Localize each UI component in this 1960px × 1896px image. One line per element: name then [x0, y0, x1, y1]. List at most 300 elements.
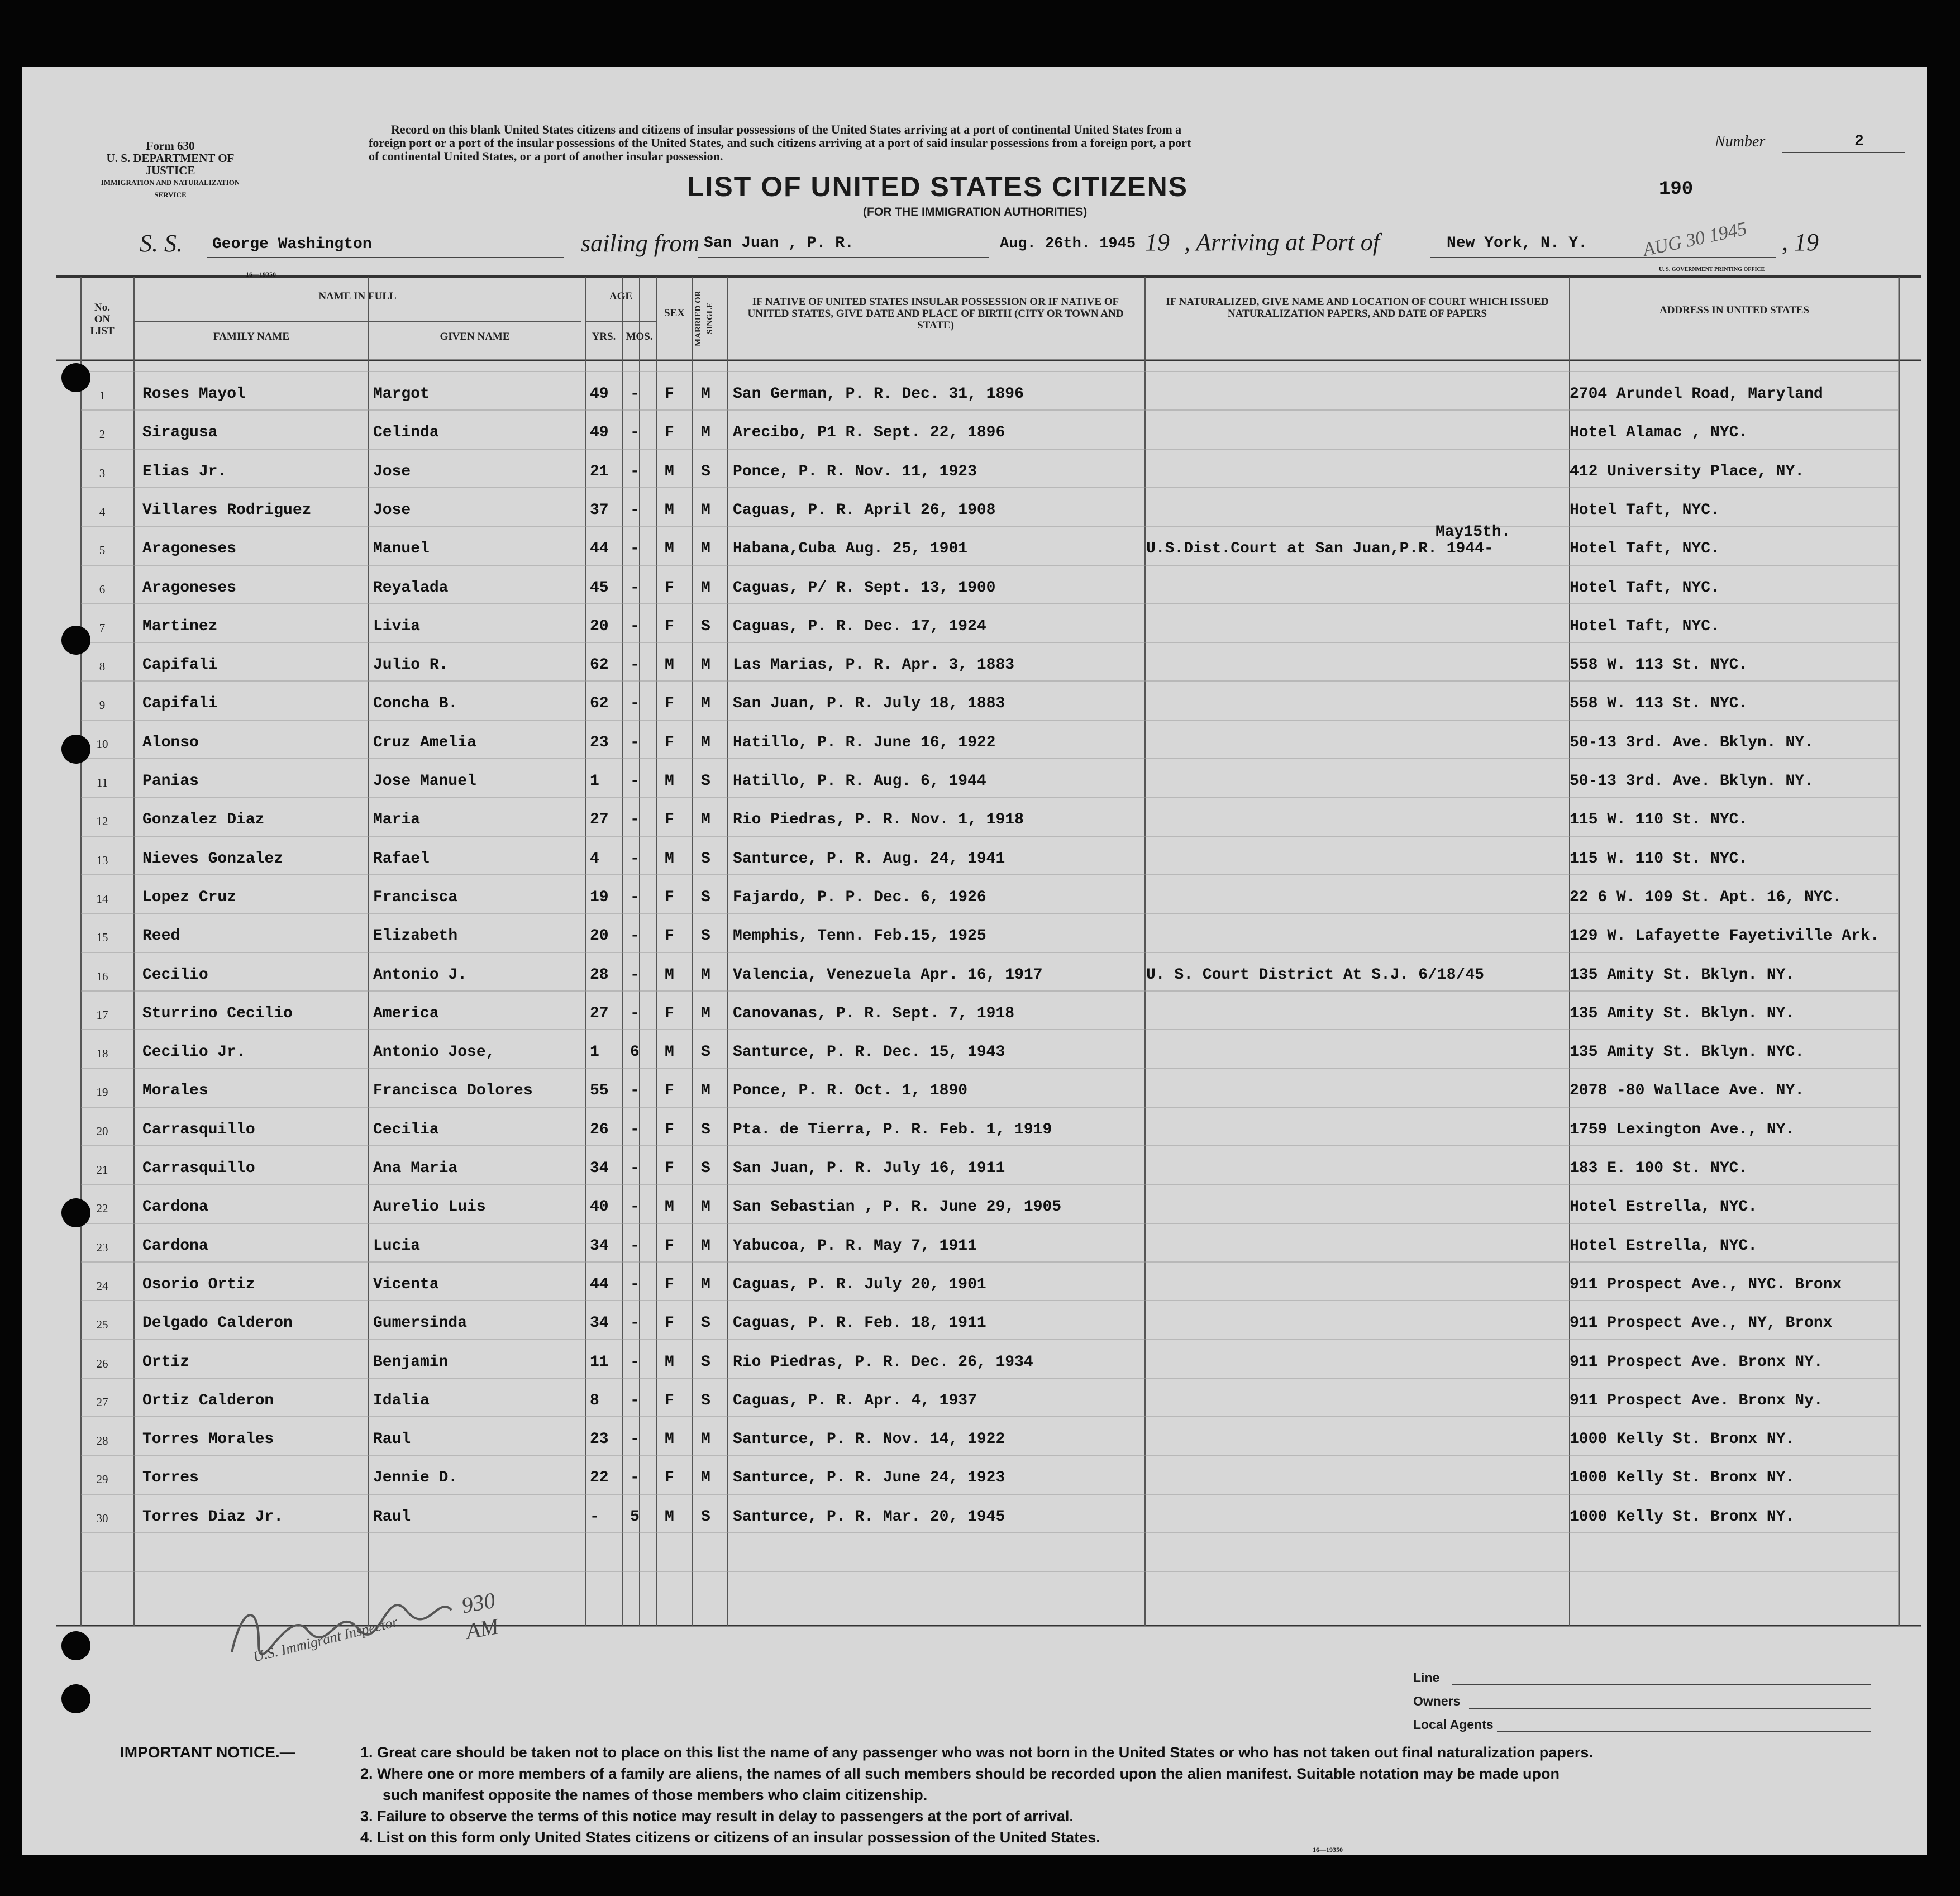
sex: F — [665, 734, 674, 751]
age-months: - — [630, 1314, 640, 1332]
us-address: 911 Prospect Ave. Bronx Ny. — [1570, 1392, 1823, 1409]
age-years: 27 — [590, 1005, 609, 1022]
us-address: 2704 Arundel Road, Maryland — [1570, 385, 1823, 403]
age-months: - — [630, 385, 640, 403]
col-header-yrs: YRS. — [592, 331, 616, 342]
us-address: 22 6 W. 109 St. Apt. 16, NYC. — [1570, 889, 1842, 906]
family-name: Villares Rodriguez — [142, 502, 312, 519]
age-years: 34 — [590, 1314, 609, 1332]
age-years: 55 — [590, 1082, 609, 1099]
sex: M — [665, 540, 674, 558]
given-name: Margot — [373, 385, 430, 403]
us-address: 50-13 3rd. Ave. Bklyn. NY. — [1570, 734, 1814, 751]
age-years: 34 — [590, 1160, 609, 1177]
sex: F — [665, 889, 674, 906]
row-number: 28 — [96, 1434, 108, 1447]
row-number: 13 — [96, 854, 108, 867]
birth-place-date: Caguas, P. R. July 20, 1901 — [733, 1276, 986, 1293]
age-months: - — [630, 1237, 640, 1255]
birth-place-date: Caguas, P. R. April 26, 1908 — [733, 502, 996, 519]
number-value: 2 — [1854, 133, 1864, 150]
marital-status: M — [701, 1198, 710, 1216]
sex: M — [665, 1431, 674, 1448]
ss-label: S. S. — [140, 230, 183, 257]
age-months: - — [630, 889, 640, 906]
col-header-name: NAME IN FULL — [318, 290, 397, 302]
given-name: Jose Manuel — [373, 773, 476, 790]
age-years: 11 — [590, 1354, 609, 1371]
birth-place-date: Memphis, Tenn. Feb.15, 1925 — [733, 927, 986, 945]
page-title: LIST OF UNITED STATES CITIZENS — [687, 171, 1189, 202]
sex: F — [665, 424, 674, 441]
marital-status: S — [701, 618, 710, 635]
row-number: 21 — [96, 1163, 108, 1176]
sex: F — [665, 1392, 674, 1409]
sex: F — [665, 1314, 674, 1332]
col-header-married: MARRIED OR SINGLE — [694, 290, 714, 346]
us-address: 115 W. 110 St. NYC. — [1570, 850, 1748, 868]
us-address: Hotel Estrella, NYC. — [1570, 1198, 1758, 1216]
us-address: 135 Amity St. Bklyn. NY. — [1570, 966, 1795, 984]
table-row — [22, 1469, 1927, 1497]
sex: F — [665, 1082, 674, 1099]
table-row — [22, 385, 1927, 413]
form-code-top: 16—19350 — [246, 270, 276, 278]
sex: F — [665, 1237, 674, 1255]
sex: F — [665, 811, 674, 828]
table-row — [22, 1276, 1927, 1304]
age-years: 22 — [590, 1469, 609, 1487]
given-name: Concha B. — [373, 695, 458, 712]
row-number: 12 — [96, 814, 108, 828]
col-header-address: ADDRESS IN UNITED STATES — [1659, 304, 1809, 316]
family-name: Cecilio — [142, 966, 208, 984]
col-header-no: No. ON LIST — [90, 302, 115, 337]
marital-status: M — [701, 734, 710, 751]
age-years: 4 — [590, 850, 599, 868]
departure-date: Aug. 26th. 1945 — [1000, 236, 1136, 253]
table-row — [22, 463, 1927, 491]
row-number: 4 — [99, 505, 106, 518]
age-years: 27 — [590, 811, 609, 828]
birth-place-date: Caguas, P. R. Dec. 17, 1924 — [733, 618, 986, 635]
sex: M — [665, 773, 674, 790]
given-name: Maria — [373, 811, 421, 828]
age-years: 45 — [590, 579, 609, 597]
age-years: 20 — [590, 927, 609, 945]
row-number: 27 — [96, 1395, 108, 1409]
marital-status: S — [701, 1392, 710, 1409]
table-row — [22, 773, 1927, 801]
us-address: 115 W. 110 St. NYC. — [1570, 811, 1748, 828]
family-name: Siragusa — [142, 424, 218, 441]
marital-status: S — [701, 773, 710, 790]
given-name: Vicenta — [373, 1276, 439, 1293]
age-months: - — [630, 618, 640, 635]
table-row — [22, 1198, 1927, 1226]
sex: F — [665, 1005, 674, 1022]
marital-status: S — [701, 463, 710, 480]
us-address: 50-13 3rd. Ave. Bklyn. NY. — [1570, 773, 1814, 790]
family-name: Aragoneses — [142, 579, 237, 597]
sex: M — [665, 1354, 674, 1371]
given-name: Rafael — [373, 850, 430, 868]
age-years: 26 — [590, 1121, 609, 1138]
row-number: 1 — [99, 389, 106, 402]
ship-name: George Washington — [212, 236, 372, 253]
notice-heading: IMPORTANT NOTICE.— — [120, 1743, 295, 1761]
given-name: Cecilia — [373, 1121, 439, 1138]
us-address: Hotel Estrella, NYC. — [1570, 1237, 1758, 1255]
table-row — [22, 656, 1927, 684]
age-months: - — [630, 734, 640, 751]
given-name: Livia — [373, 618, 421, 635]
table-row — [22, 1392, 1927, 1420]
table-row — [22, 1431, 1927, 1459]
given-name: Raul — [373, 1431, 411, 1448]
age-years: 23 — [590, 734, 609, 751]
instruction-line: foreign port or a port of the insular possessions of the United States, and such citizens arriving at a port of said insular possessions from a foreign port, a port — [369, 136, 1191, 150]
table-row — [22, 1121, 1927, 1149]
row-number: 25 — [96, 1318, 108, 1331]
punch-hole — [61, 1198, 90, 1227]
marital-status: M — [701, 1005, 710, 1022]
sex: M — [665, 656, 674, 674]
row-number: 8 — [99, 660, 106, 673]
us-address: Hotel Taft, NYC. — [1570, 579, 1720, 597]
family-name: Torres Diaz Jr. — [142, 1508, 284, 1526]
service-name: IMMIGRATION AND NATURALIZATION SERVICE — [101, 178, 240, 199]
given-name: Francisca Dolores — [373, 1082, 533, 1099]
birth-place-date: Santurce, P. R. Mar. 20, 1945 — [733, 1508, 1005, 1526]
age-months: - — [630, 463, 640, 480]
age-years: 23 — [590, 1431, 609, 1448]
us-address: 1000 Kelly St. Bronx NY. — [1570, 1469, 1795, 1487]
age-months: - — [630, 1469, 640, 1487]
form-code-bottom: 16—19350 — [1313, 1846, 1343, 1854]
marital-status: M — [701, 695, 710, 712]
table-row — [22, 927, 1927, 955]
instruction-line: of continental United States, or a port of another insular possession. — [369, 149, 723, 163]
family-name: Ortiz Calderon — [142, 1392, 274, 1409]
row-number: 3 — [99, 466, 106, 480]
marital-status: S — [701, 1121, 710, 1138]
age-years: 49 — [590, 424, 609, 441]
given-name: Cruz Amelia — [373, 734, 476, 751]
given-name: Jennie D. — [373, 1469, 458, 1487]
family-name: Nieves Gonzalez — [142, 850, 284, 868]
table-row — [22, 523, 1927, 568]
marital-status: M — [701, 385, 710, 403]
row-number: 18 — [96, 1047, 108, 1060]
table-row — [22, 966, 1927, 994]
family-name: Reed — [142, 927, 180, 945]
marital-status: M — [701, 811, 710, 828]
age-years: 8 — [590, 1392, 599, 1409]
manifest-page — [22, 67, 1927, 1855]
age-months: - — [630, 502, 640, 519]
given-name: Antonio Jose, — [373, 1044, 495, 1061]
age-years: 28 — [590, 966, 609, 984]
col-header-given: GIVEN NAME — [440, 331, 510, 342]
marital-status: S — [701, 927, 710, 945]
family-name: Aragoneses — [142, 540, 237, 558]
marital-status: S — [701, 1354, 710, 1371]
birth-place-date: Santurce, P. R. Dec. 15, 1943 — [733, 1044, 1005, 1061]
col-header-age: AGE — [609, 290, 633, 302]
naturalization-court: U. S. Court District At S.J. 6/18/45 — [1146, 966, 1484, 984]
given-name: Celinda — [373, 424, 439, 441]
given-name: Aurelio Luis — [373, 1198, 486, 1216]
table-row — [22, 1354, 1927, 1381]
family-name: Panias — [142, 773, 199, 790]
notice-line: such manifest opposite the names of those members who claim citizenship. — [383, 1787, 928, 1803]
given-name: Elizabeth — [373, 927, 458, 945]
marital-status: M — [701, 424, 710, 441]
table-row — [22, 1005, 1927, 1033]
marital-status: S — [701, 850, 710, 868]
family-name: Capifali — [142, 656, 218, 674]
notice-line: 1. Great care should be taken not to place on this list the name of any passenger who was not born in the United States or who has not taken out final naturalization papers. — [360, 1744, 1593, 1761]
table-row — [22, 1237, 1927, 1265]
row-number: 7 — [99, 621, 106, 635]
age-months: - — [630, 424, 640, 441]
family-name: Torres — [142, 1469, 199, 1487]
age-months: - — [630, 1431, 640, 1448]
given-name: Jose — [373, 463, 411, 480]
given-name: Francisca — [373, 889, 458, 906]
age-years: 1 — [590, 1044, 599, 1061]
table-row — [22, 734, 1927, 762]
year-prefix: 190 — [1659, 179, 1694, 200]
table-row — [22, 424, 1927, 452]
arrival-year-suffix: , 19 — [1782, 228, 1819, 256]
marital-status: S — [701, 1314, 710, 1332]
us-address: 412 University Place, NY. — [1570, 463, 1805, 480]
family-name: Gonzalez Diaz — [142, 811, 265, 828]
given-name: Idalia — [373, 1392, 430, 1409]
birth-place-date: Valencia, Venezuela Apr. 16, 1917 — [733, 966, 1043, 984]
table-row — [22, 850, 1927, 878]
sex: F — [665, 579, 674, 597]
birth-place-date: Santurce, P. R. June 24, 1923 — [733, 1469, 1005, 1487]
birth-place-date: Caguas, P. R. Apr. 4, 1937 — [733, 1392, 977, 1409]
given-name: Jose — [373, 502, 411, 519]
row-number: 10 — [96, 737, 108, 751]
age-years: 44 — [590, 540, 609, 558]
birth-place-date: Hatillo, P. R. June 16, 1922 — [733, 734, 996, 751]
birth-place-date: Santurce, P. R. Nov. 14, 1922 — [733, 1431, 1005, 1448]
table-row — [22, 695, 1927, 723]
given-name: America — [373, 1005, 439, 1022]
table-row — [22, 502, 1927, 530]
age-years: 49 — [590, 385, 609, 403]
birth-place-date: Santurce, P. R. Aug. 24, 1941 — [733, 850, 1005, 868]
age-months: - — [630, 811, 640, 828]
age-months: - — [630, 966, 640, 984]
marital-status: M — [701, 1469, 710, 1487]
family-name: Capifali — [142, 695, 218, 712]
sex: M — [665, 1508, 674, 1526]
age-months: - — [630, 1276, 640, 1293]
birth-place-date: San Sebastian , P. R. June 29, 1905 — [733, 1198, 1062, 1216]
marital-status: M — [701, 966, 710, 984]
punch-hole — [61, 626, 90, 655]
col-header-family: FAMILY NAME — [213, 331, 289, 342]
punch-hole — [61, 1631, 90, 1660]
age-months: - — [630, 1354, 640, 1371]
age-months: - — [630, 850, 640, 868]
family-name: Alonso — [142, 734, 199, 751]
family-name: Roses Mayol — [142, 385, 246, 403]
family-name: Ortiz — [142, 1354, 190, 1371]
col-header-birth: IF NATIVE OF UNITED STATES INSULAR POSSESSION OR IF NATIVE OF UNITED STATES, GIVE DATE AND PLACE OF BIRTH (CITY OR TOWN AND STATE) — [747, 296, 1124, 331]
age-years: 40 — [590, 1198, 609, 1216]
given-name: Manuel — [373, 540, 430, 558]
punch-hole — [61, 1684, 90, 1713]
age-months: - — [630, 927, 640, 945]
row-number: 9 — [99, 698, 106, 712]
given-name: Raul — [373, 1508, 411, 1526]
us-address: 135 Amity St. Bklyn. NYC. — [1570, 1044, 1805, 1061]
row-number: 15 — [96, 931, 108, 944]
us-address: 183 E. 100 St. NYC. — [1570, 1160, 1748, 1177]
birth-place-date: San German, P. R. Dec. 31, 1896 — [733, 385, 1024, 403]
age-months: - — [630, 695, 640, 712]
age-months: - — [630, 1082, 640, 1099]
punch-hole — [61, 735, 90, 764]
sex: F — [665, 1469, 674, 1487]
notice-line: 3. Failure to observe the terms of this notice may result in delay to passengers at the port of arrival. — [360, 1808, 1074, 1824]
table-row — [22, 579, 1927, 607]
family-name: Cardona — [142, 1198, 208, 1216]
us-address: 911 Prospect Ave., NY, Bronx — [1570, 1314, 1833, 1332]
birth-place-date: Pta. de Tierra, P. R. Feb. 1, 1919 — [733, 1121, 1052, 1138]
table-row — [22, 618, 1927, 646]
row-number: 14 — [96, 892, 108, 906]
us-address: 135 Amity St. Bklyn. NY. — [1570, 1005, 1795, 1022]
table-row — [22, 1044, 1927, 1071]
form-number: Form 630 — [146, 139, 195, 153]
instruction-line: Record on this blank United States citizens and citizens of insular possessions of the United States arriving at a port of continental United States from a — [391, 122, 1182, 136]
number-field — [1715, 133, 1905, 155]
age-years: - — [590, 1508, 599, 1526]
table-row — [22, 1082, 1927, 1110]
col-header-sex: SEX — [664, 307, 685, 319]
age-years: 44 — [590, 1276, 609, 1293]
marital-status: M — [701, 579, 710, 597]
row-number: 17 — [96, 1008, 108, 1022]
birth-place-date: Rio Piedras, P. R. Dec. 26, 1934 — [733, 1354, 1033, 1371]
arrival-date-stamp: AUG 30 1945 — [1641, 218, 1749, 261]
line-label: Line — [1413, 1670, 1440, 1685]
birth-place-date: Rio Piedras, P. R. Nov. 1, 1918 — [733, 811, 1024, 828]
birth-place-date: Habana,Cuba Aug. 25, 1901 — [733, 540, 968, 558]
birth-place-date: Ponce, P. R. Oct. 1, 1890 — [733, 1082, 968, 1099]
sex: M — [665, 1044, 674, 1061]
us-address: Hotel Alamac , NYC. — [1570, 424, 1748, 441]
sex: F — [665, 927, 674, 945]
notice-line: 4. List on this form only United States citizens or citizens of an insular possession of the United States. — [360, 1829, 1100, 1846]
age-months: - — [630, 1121, 640, 1138]
age-years: 37 — [590, 502, 609, 519]
age-months: - — [630, 1198, 640, 1216]
row-number: 24 — [96, 1279, 108, 1293]
printing-office: U. S. GOVERNMENT PRINTING OFFICE — [1659, 266, 1765, 273]
family-name: Carrasquillo — [142, 1121, 255, 1138]
us-address: 1000 Kelly St. Bronx NY. — [1570, 1508, 1795, 1526]
inspector-title: U.S. Immigrant Inspector — [251, 1613, 400, 1665]
row-number: 5 — [99, 544, 106, 557]
birth-place-date: Yabucoa, P. R. May 7, 1911 — [733, 1237, 977, 1255]
birth-place-date: Ponce, P. R. Nov. 11, 1923 — [733, 463, 977, 480]
row-number: 22 — [96, 1202, 108, 1215]
birth-place-date: Fajardo, P. P. Dec. 6, 1926 — [733, 889, 986, 906]
family-name: Delgado Calderon — [142, 1314, 293, 1332]
given-name: Ana Maria — [373, 1160, 458, 1177]
age-years: 62 — [590, 695, 609, 712]
us-address: 911 Prospect Ave., NYC. Bronx — [1570, 1276, 1842, 1293]
table-row — [22, 1508, 1927, 1536]
age-months: - — [630, 1005, 640, 1022]
sex: M — [665, 1198, 674, 1216]
age-months: - — [630, 1392, 640, 1409]
table-row — [22, 1160, 1927, 1188]
sailing-from-value: San Juan , P. R. — [704, 235, 854, 252]
marital-status: S — [701, 889, 710, 906]
row-number: 11 — [96, 776, 108, 789]
family-name: Lopez Cruz — [142, 889, 237, 906]
age-months: 6 — [630, 1044, 640, 1061]
given-name: Julio R. — [373, 656, 449, 674]
sex: F — [665, 1160, 674, 1177]
birth-place-date: San Juan, P. R. July 16, 1911 — [733, 1160, 1005, 1177]
age-years: 20 — [590, 618, 609, 635]
age-years: 34 — [590, 1237, 609, 1255]
date-suffix: 19 — [1145, 228, 1170, 256]
marital-status: M — [701, 656, 710, 674]
marital-status: M — [701, 1276, 710, 1293]
col-header-mos: MOS. — [626, 331, 653, 342]
birth-place-date: Caguas, P/ R. Sept. 13, 1900 — [733, 579, 996, 597]
table-row — [22, 811, 1927, 839]
given-name: Gumersinda — [373, 1314, 468, 1332]
birth-place-date: Arecibo, P1 R. Sept. 22, 1896 — [733, 424, 1005, 441]
punch-hole — [61, 363, 90, 392]
age-years: 62 — [590, 656, 609, 674]
family-name: Cardona — [142, 1237, 208, 1255]
birth-place-date: Hatillo, P. R. Aug. 6, 1944 — [733, 773, 986, 790]
agents-label: Local Agents — [1413, 1717, 1494, 1732]
us-address: 1000 Kelly St. Bronx NY. — [1570, 1431, 1795, 1448]
department-name: U. S. DEPARTMENT OF JUSTICE — [106, 151, 235, 177]
birth-place-date: Canovanas, P. R. Sept. 7, 1918 — [733, 1005, 1015, 1022]
row-number: 26 — [96, 1357, 108, 1370]
us-address: Hotel Taft, NYC. — [1570, 540, 1720, 558]
sex: F — [665, 385, 674, 403]
us-address: 558 W. 113 St. NYC. — [1570, 695, 1748, 712]
family-name: Sturrino Cecilio — [142, 1005, 293, 1022]
family-name: Torres Morales — [142, 1431, 274, 1448]
us-address: Hotel Taft, NYC. — [1570, 618, 1720, 635]
family-name: Elias Jr. — [142, 463, 227, 480]
naturalization-date-note: May15th. — [1436, 523, 1511, 541]
col-header-naturalized: IF NATURALIZED, GIVE NAME AND LOCATION OF COURT WHICH ISSUED NATURALIZATION PAPERS, AND DATE OF PAPERS — [1166, 296, 1549, 320]
age-months: - — [630, 579, 640, 597]
marital-status: S — [701, 1044, 710, 1061]
sex: F — [665, 1121, 674, 1138]
family-name: Carrasquillo — [142, 1160, 255, 1177]
